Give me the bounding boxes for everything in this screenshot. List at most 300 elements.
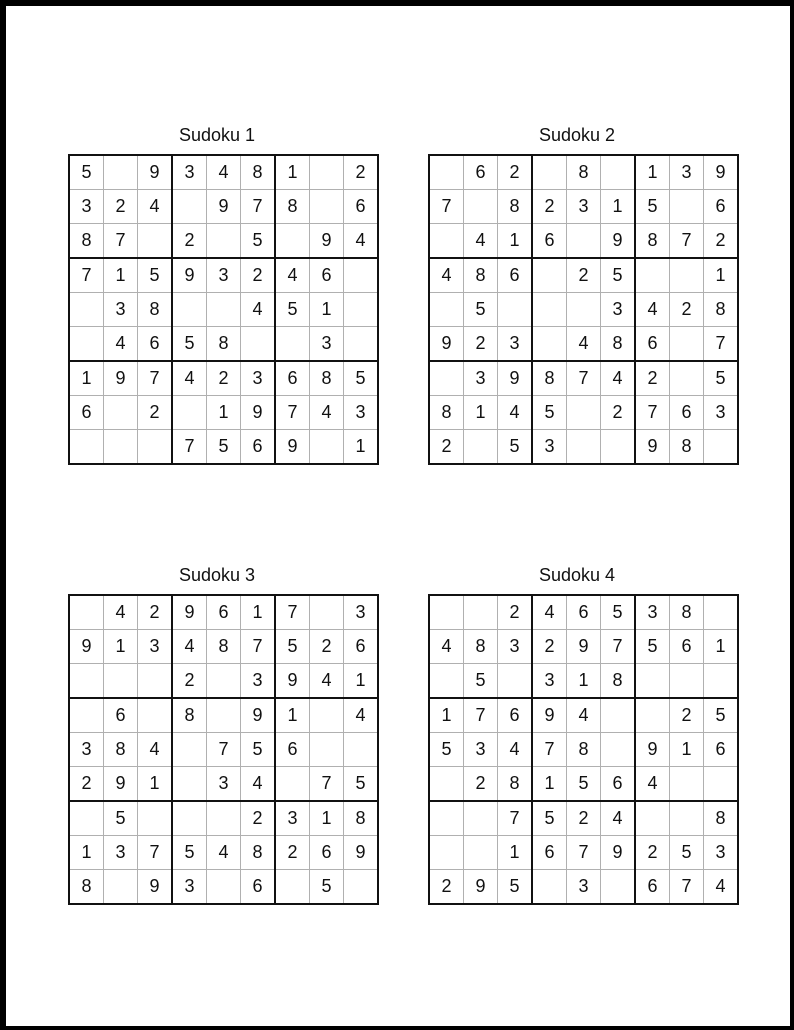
sudoku-row: [429, 361, 738, 396]
sudoku-puzzle-2: [428, 122, 726, 465]
sudoku-cell: [207, 870, 241, 905]
sudoku-cell: [69, 698, 104, 733]
sudoku-cell: 6: [704, 190, 739, 224]
sudoku-row: [429, 396, 738, 430]
sudoku-cell: 4: [344, 698, 379, 733]
sudoku-cell: 4: [567, 327, 601, 362]
sudoku-row: [69, 224, 378, 259]
sudoku-cell: [601, 870, 636, 905]
sudoku-row: [69, 698, 378, 733]
sudoku-cell: [69, 430, 104, 465]
sudoku-cell: 3: [104, 293, 138, 327]
sudoku-cell: [69, 293, 104, 327]
sudoku-cell: [567, 224, 601, 259]
sudoku-cell: [69, 664, 104, 699]
sudoku-cell: [670, 664, 704, 699]
sudoku-cell: 2: [241, 801, 276, 836]
sudoku-cell: 5: [464, 293, 498, 327]
sudoku-row: [69, 801, 378, 836]
sudoku-cell: 3: [532, 664, 567, 699]
sudoku-cell: [138, 698, 173, 733]
sudoku-grid: [68, 154, 379, 465]
sudoku-cell: 1: [310, 801, 344, 836]
sudoku-cell: 7: [172, 430, 207, 465]
sudoku-cell: [275, 767, 310, 802]
sudoku-cell: [704, 767, 739, 802]
sudoku-cell: 7: [635, 396, 670, 430]
sudoku-cell: 4: [498, 396, 533, 430]
sudoku-cell: 7: [601, 630, 636, 664]
sudoku-row: [69, 870, 378, 905]
sudoku-cell: 1: [464, 396, 498, 430]
sudoku-cell: 9: [241, 396, 276, 430]
sudoku-row: [429, 595, 738, 630]
sudoku-cell: [532, 258, 567, 293]
sudoku-cell: [567, 396, 601, 430]
puzzle-title: Sudoku 3: [178, 565, 256, 585]
sudoku-cell: 2: [104, 190, 138, 224]
sudoku-cell: 5: [344, 767, 379, 802]
sudoku-cell: 5: [310, 870, 344, 905]
sudoku-cell: 1: [241, 595, 276, 630]
sudoku-cell: [429, 801, 464, 836]
sudoku-row: [429, 733, 738, 767]
sudoku-cell: 4: [241, 293, 276, 327]
sudoku-cell: [104, 155, 138, 190]
sudoku-cell: 6: [498, 698, 533, 733]
sudoku-cell: [670, 190, 704, 224]
sudoku-cell: 3: [498, 630, 533, 664]
sudoku-cell: 4: [344, 224, 379, 259]
sudoku-cell: [207, 293, 241, 327]
sudoku-cell: 9: [344, 836, 379, 870]
sudoku-cell: [498, 293, 533, 327]
sudoku-cell: [429, 664, 464, 699]
sudoku-cell: 2: [704, 224, 739, 259]
sudoku-puzzle-3: [68, 562, 366, 905]
sudoku-cell: 8: [670, 595, 704, 630]
sudoku-cell: 8: [567, 155, 601, 190]
sudoku-cell: 7: [670, 224, 704, 259]
sudoku-cell: 5: [670, 836, 704, 870]
sudoku-row: [429, 327, 738, 362]
sudoku-cell: 9: [601, 224, 636, 259]
sudoku-cell: 4: [498, 733, 533, 767]
sudoku-cell: 8: [344, 801, 379, 836]
sudoku-cell: 3: [464, 733, 498, 767]
sudoku-cell: 7: [138, 836, 173, 870]
sudoku-cell: [310, 733, 344, 767]
sudoku-cell: 9: [275, 664, 310, 699]
sudoku-cell: [429, 224, 464, 259]
sudoku-cell: 2: [207, 361, 241, 396]
sudoku-cell: [172, 396, 207, 430]
sudoku-cell: 9: [601, 836, 636, 870]
sudoku-cell: 4: [601, 361, 636, 396]
sudoku-cell: [670, 801, 704, 836]
sudoku-cell: [464, 836, 498, 870]
sudoku-cell: 4: [310, 396, 344, 430]
sudoku-cell: [207, 224, 241, 259]
sudoku-cell: 7: [275, 396, 310, 430]
sudoku-cell: 8: [138, 293, 173, 327]
sudoku-cell: 5: [635, 190, 670, 224]
sudoku-row: [429, 698, 738, 733]
sudoku-row: [69, 630, 378, 664]
sudoku-cell: 1: [104, 258, 138, 293]
sudoku-cell: [104, 870, 138, 905]
sudoku-row: [69, 664, 378, 699]
sudoku-cell: [138, 664, 173, 699]
sudoku-cell: 5: [241, 224, 276, 259]
sudoku-cell: 6: [241, 870, 276, 905]
sudoku-cell: [172, 293, 207, 327]
sudoku-cell: 7: [275, 595, 310, 630]
sudoku-cell: 6: [670, 630, 704, 664]
sudoku-cell: 8: [429, 396, 464, 430]
sudoku-cell: [310, 430, 344, 465]
sudoku-cell: 3: [241, 664, 276, 699]
sudoku-cell: 8: [532, 361, 567, 396]
sudoku-cell: [429, 767, 464, 802]
sudoku-cell: 4: [241, 767, 276, 802]
sudoku-cell: 5: [567, 767, 601, 802]
sudoku-cell: 5: [69, 155, 104, 190]
sudoku-cell: 2: [635, 836, 670, 870]
sudoku-cell: 8: [601, 327, 636, 362]
sudoku-row: [429, 190, 738, 224]
sudoku-cell: 8: [241, 836, 276, 870]
sudoku-row: [69, 767, 378, 802]
sudoku-cell: 6: [69, 396, 104, 430]
sudoku-cell: 3: [344, 396, 379, 430]
sudoku-cell: 4: [429, 258, 464, 293]
sudoku-cell: 3: [207, 767, 241, 802]
sudoku-cell: [670, 258, 704, 293]
sudoku-cell: 7: [138, 361, 173, 396]
sudoku-cell: [207, 698, 241, 733]
sudoku-cell: 7: [532, 733, 567, 767]
sudoku-cell: [567, 293, 601, 327]
sudoku-cell: [532, 870, 567, 905]
sudoku-cell: 9: [567, 630, 601, 664]
sudoku-cell: 2: [567, 258, 601, 293]
sudoku-cell: 3: [601, 293, 636, 327]
sudoku-cell: 1: [69, 836, 104, 870]
sudoku-cell: 6: [532, 836, 567, 870]
sudoku-cell: 8: [601, 664, 636, 699]
sudoku-cell: [172, 190, 207, 224]
sudoku-cell: 3: [670, 155, 704, 190]
sudoku-row: [69, 430, 378, 465]
sudoku-cell: 9: [310, 224, 344, 259]
sudoku-cell: 3: [138, 630, 173, 664]
sudoku-row: [429, 224, 738, 259]
sudoku-cell: 4: [172, 630, 207, 664]
sudoku-cell: 8: [207, 327, 241, 362]
sudoku-cell: [429, 155, 464, 190]
sudoku-cell: [601, 430, 636, 465]
sudoku-cell: 7: [429, 190, 464, 224]
sudoku-cell: 8: [310, 361, 344, 396]
sudoku-row: [429, 767, 738, 802]
sudoku-cell: [601, 155, 636, 190]
sudoku-row: [69, 293, 378, 327]
sudoku-cell: 2: [670, 293, 704, 327]
sudoku-cell: 4: [310, 664, 344, 699]
sudoku-puzzle-1: [68, 122, 366, 465]
sudoku-row: [429, 430, 738, 465]
sudoku-cell: 9: [498, 361, 533, 396]
sudoku-cell: 2: [275, 836, 310, 870]
sudoku-row: [69, 733, 378, 767]
sudoku-row: [429, 870, 738, 905]
sudoku-cell: 9: [104, 767, 138, 802]
sudoku-cell: 2: [69, 767, 104, 802]
sudoku-cell: 5: [429, 733, 464, 767]
sudoku-cell: 1: [704, 630, 739, 664]
sudoku-cell: 4: [429, 630, 464, 664]
sudoku-cell: [635, 664, 670, 699]
sudoku-cell: 2: [498, 595, 533, 630]
sudoku-cell: 9: [138, 155, 173, 190]
sudoku-cell: 8: [207, 630, 241, 664]
sudoku-cell: 8: [464, 630, 498, 664]
sudoku-cell: 7: [704, 327, 739, 362]
sudoku-cell: [464, 430, 498, 465]
sudoku-cell: 1: [635, 155, 670, 190]
sudoku-cell: 6: [104, 698, 138, 733]
sudoku-grid: [428, 594, 739, 905]
sudoku-cell: 2: [138, 595, 173, 630]
sudoku-cell: [104, 396, 138, 430]
sudoku-cell: 6: [207, 595, 241, 630]
sudoku-cell: 4: [704, 870, 739, 905]
sudoku-cell: 4: [532, 595, 567, 630]
sudoku-cell: 3: [104, 836, 138, 870]
sudoku-cell: 3: [704, 396, 739, 430]
sudoku-row: [69, 190, 378, 224]
sudoku-cell: [344, 327, 379, 362]
sudoku-cell: 8: [498, 190, 533, 224]
sudoku-cell: [207, 801, 241, 836]
sudoku-cell: 6: [275, 733, 310, 767]
sudoku-cell: 4: [635, 767, 670, 802]
sudoku-cell: 9: [138, 870, 173, 905]
sudoku-cell: [532, 327, 567, 362]
sudoku-cell: 2: [429, 430, 464, 465]
sudoku-cell: 1: [429, 698, 464, 733]
sudoku-cell: 8: [670, 430, 704, 465]
sudoku-cell: 4: [138, 190, 173, 224]
sudoku-row: [429, 293, 738, 327]
sudoku-cell: 6: [498, 258, 533, 293]
sudoku-cell: 3: [241, 361, 276, 396]
sudoku-cell: 9: [207, 190, 241, 224]
sudoku-cell: [464, 595, 498, 630]
sudoku-cell: 5: [704, 361, 739, 396]
sudoku-cell: 6: [635, 327, 670, 362]
sudoku-cell: [567, 430, 601, 465]
sudoku-cell: 7: [207, 733, 241, 767]
sudoku-cell: 1: [601, 190, 636, 224]
sudoku-cell: 5: [275, 293, 310, 327]
sudoku-grid: [68, 594, 379, 905]
sudoku-cell: 8: [498, 767, 533, 802]
sudoku-cell: 8: [241, 155, 276, 190]
sudoku-cell: 7: [567, 361, 601, 396]
sudoku-cell: [69, 327, 104, 362]
puzzle-title: Sudoku 1: [178, 125, 256, 145]
sudoku-cell: [207, 664, 241, 699]
sudoku-cell: 7: [567, 836, 601, 870]
sudoku-cell: 9: [429, 327, 464, 362]
sudoku-cell: 9: [704, 155, 739, 190]
sudoku-cell: 1: [670, 733, 704, 767]
sudoku-cell: 7: [670, 870, 704, 905]
sudoku-cell: 1: [344, 664, 379, 699]
sudoku-cell: 2: [601, 396, 636, 430]
sudoku-cell: 8: [635, 224, 670, 259]
sudoku-cell: 2: [464, 767, 498, 802]
sudoku-cell: 4: [172, 361, 207, 396]
sudoku-cell: [704, 430, 739, 465]
sudoku-cell: 3: [172, 870, 207, 905]
sudoku-cell: 4: [104, 327, 138, 362]
sudoku-cell: 6: [344, 630, 379, 664]
sudoku-cell: [310, 595, 344, 630]
sudoku-cell: [275, 224, 310, 259]
sudoku-cell: [601, 698, 636, 733]
sudoku-cell: 9: [275, 430, 310, 465]
sudoku-cell: 6: [704, 733, 739, 767]
sudoku-row: [429, 258, 738, 293]
sudoku-cell: 1: [344, 430, 379, 465]
sudoku-cell: 2: [310, 630, 344, 664]
sudoku-cell: 5: [138, 258, 173, 293]
sudoku-row: [429, 630, 738, 664]
sudoku-cell: [138, 801, 173, 836]
sudoku-row: [429, 664, 738, 699]
sudoku-cell: 8: [704, 801, 739, 836]
sudoku-cell: [704, 664, 739, 699]
sudoku-cell: [344, 870, 379, 905]
sudoku-cell: [429, 595, 464, 630]
sudoku-cell: [172, 733, 207, 767]
sudoku-cell: 8: [464, 258, 498, 293]
sudoku-row: [69, 155, 378, 190]
sudoku-row: [429, 801, 738, 836]
sudoku-cell: 6: [532, 224, 567, 259]
sudoku-cell: 4: [275, 258, 310, 293]
sudoku-cell: 3: [464, 361, 498, 396]
sudoku-cell: 2: [138, 396, 173, 430]
sudoku-cell: 3: [69, 190, 104, 224]
sudoku-cell: 8: [69, 224, 104, 259]
sudoku-cell: [104, 664, 138, 699]
sudoku-cell: 3: [704, 836, 739, 870]
sudoku-cell: 5: [532, 801, 567, 836]
sudoku-cell: 7: [464, 698, 498, 733]
sudoku-cell: 5: [704, 698, 739, 733]
sudoku-cell: [429, 836, 464, 870]
sudoku-cell: 9: [464, 870, 498, 905]
sudoku-cell: [172, 767, 207, 802]
sudoku-cell: 4: [104, 595, 138, 630]
sudoku-cell: [670, 767, 704, 802]
sudoku-row: [69, 327, 378, 362]
sudoku-cell: [704, 595, 739, 630]
sudoku-cell: 5: [601, 258, 636, 293]
sudoku-row: [69, 836, 378, 870]
sudoku-row: [69, 595, 378, 630]
sudoku-cell: 5: [104, 801, 138, 836]
sudoku-cell: 1: [138, 767, 173, 802]
sudoku-cell: 2: [635, 361, 670, 396]
sudoku-cell: [670, 361, 704, 396]
sudoku-cell: 8: [704, 293, 739, 327]
sudoku-cell: 9: [172, 258, 207, 293]
sudoku-cell: 7: [241, 190, 276, 224]
sudoku-cell: [429, 293, 464, 327]
sudoku-cell: 2: [532, 190, 567, 224]
sudoku-cell: 1: [275, 698, 310, 733]
sudoku-cell: 6: [567, 595, 601, 630]
sudoku-cell: 5: [532, 396, 567, 430]
sudoku-cell: 8: [567, 733, 601, 767]
sudoku-cell: 1: [498, 224, 533, 259]
puzzle-title: Sudoku 4: [538, 565, 616, 585]
sudoku-cell: 6: [344, 190, 379, 224]
sudoku-cell: 2: [567, 801, 601, 836]
sudoku-cell: 7: [498, 801, 533, 836]
sudoku-cell: 1: [207, 396, 241, 430]
sudoku-cell: [344, 733, 379, 767]
sudoku-row: [429, 836, 738, 870]
sudoku-cell: 1: [104, 630, 138, 664]
sudoku-cell: 2: [429, 870, 464, 905]
sudoku-cell: 7: [69, 258, 104, 293]
sudoku-cell: 6: [241, 430, 276, 465]
page: [6, 6, 790, 1026]
sudoku-cell: 8: [172, 698, 207, 733]
sudoku-cell: 5: [172, 327, 207, 362]
sudoku-cell: 5: [344, 361, 379, 396]
sudoku-cell: 6: [670, 396, 704, 430]
sudoku-cell: [635, 698, 670, 733]
sudoku-cell: 3: [172, 155, 207, 190]
sudoku-cell: [429, 361, 464, 396]
sudoku-cell: 2: [241, 258, 276, 293]
sudoku-cell: 7: [104, 224, 138, 259]
sudoku-cell: 3: [207, 258, 241, 293]
sudoku-cell: 6: [601, 767, 636, 802]
sudoku-cell: 2: [532, 630, 567, 664]
sudoku-cell: 4: [138, 733, 173, 767]
sudoku-cell: 4: [207, 155, 241, 190]
sudoku-cell: 4: [207, 836, 241, 870]
sudoku-cell: 4: [464, 224, 498, 259]
sudoku-cell: 9: [635, 430, 670, 465]
sudoku-cell: [670, 327, 704, 362]
sudoku-cell: 5: [498, 870, 533, 905]
sudoku-cell: 2: [172, 224, 207, 259]
sudoku-cell: 7: [241, 630, 276, 664]
sudoku-cell: 7: [310, 767, 344, 802]
sudoku-cell: 4: [635, 293, 670, 327]
sudoku-cell: 8: [275, 190, 310, 224]
sudoku-cell: 3: [567, 190, 601, 224]
